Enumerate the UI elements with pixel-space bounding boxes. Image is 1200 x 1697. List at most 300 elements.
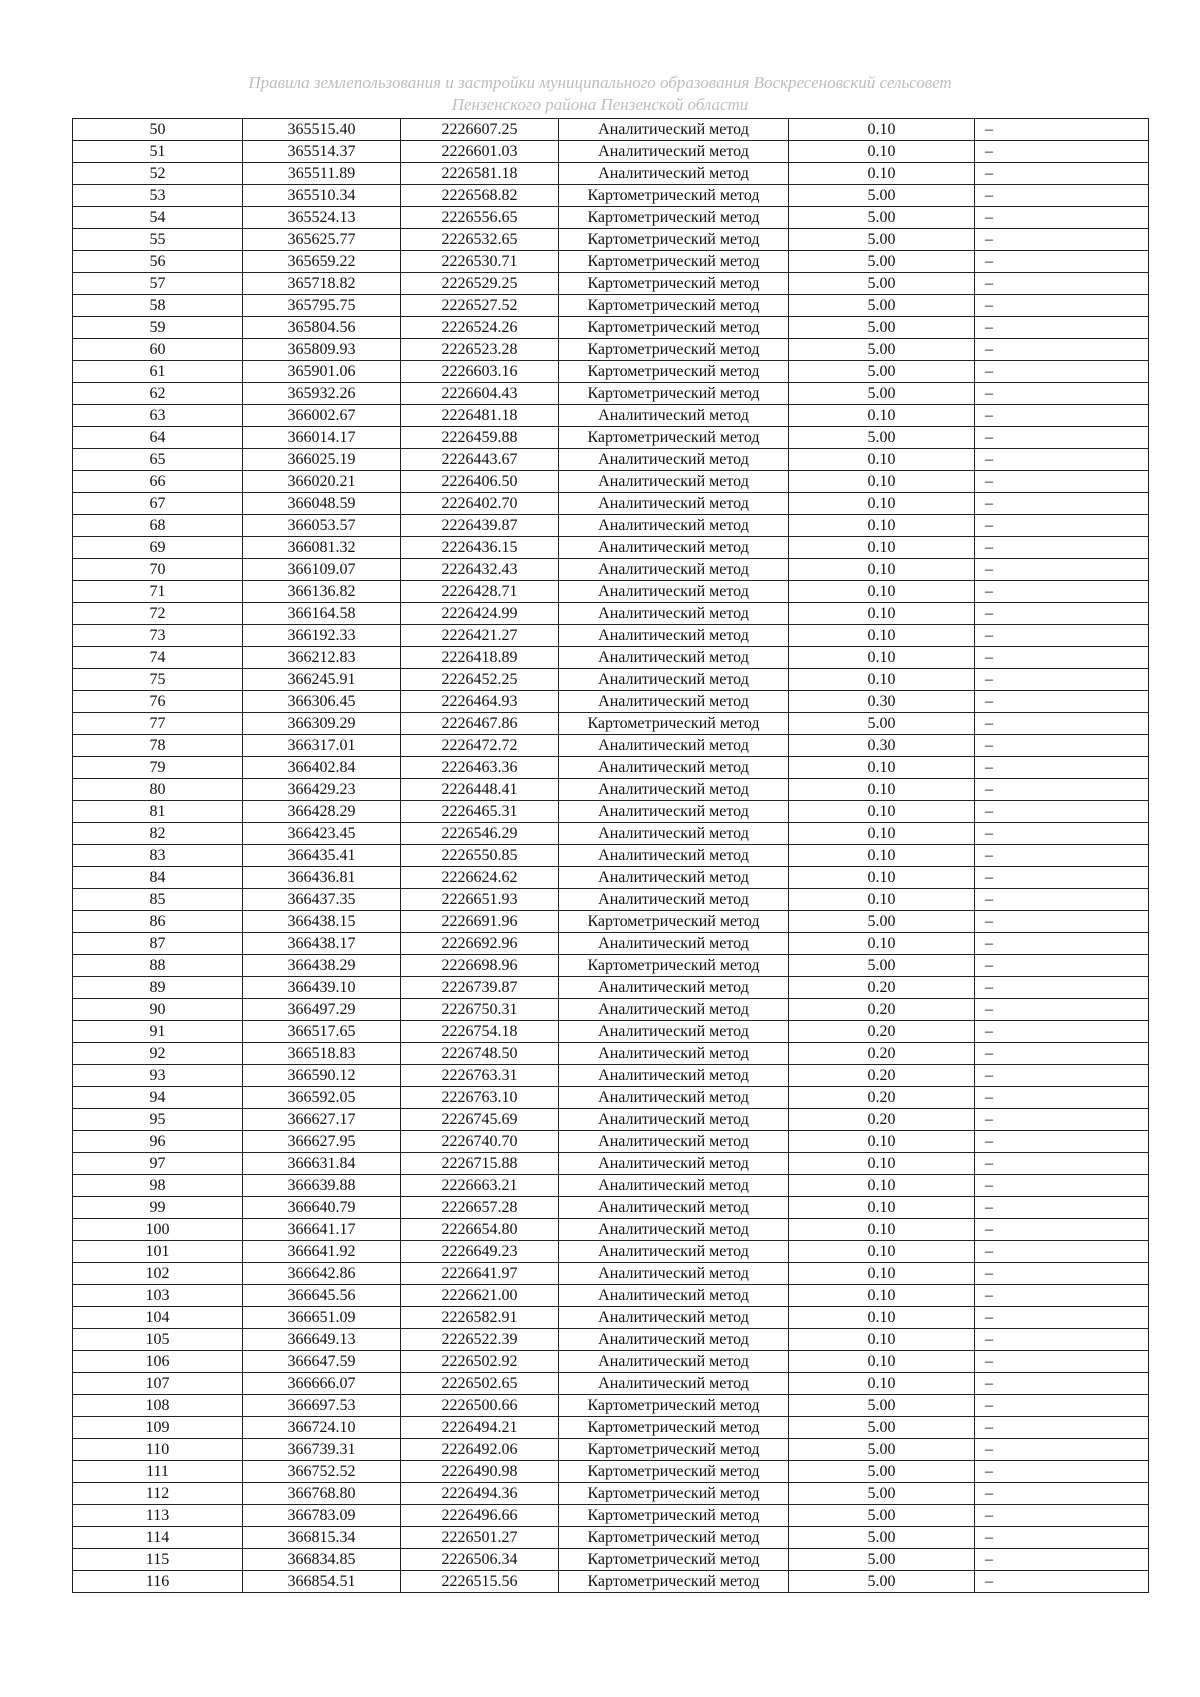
cell-point-number: 92 bbox=[73, 1043, 243, 1065]
cell-remark: – bbox=[975, 1483, 1149, 1505]
cell-y-coordinate: 2226624.62 bbox=[401, 867, 559, 889]
cell-y-coordinate: 2226500.66 bbox=[401, 1395, 559, 1417]
cell-accuracy: 5.00 bbox=[789, 1417, 975, 1439]
cell-x-coordinate: 366592.05 bbox=[243, 1087, 401, 1109]
cell-y-coordinate: 2226691.96 bbox=[401, 911, 559, 933]
cell-x-coordinate: 365718.82 bbox=[243, 273, 401, 295]
table-row bbox=[73, 933, 1149, 955]
cell-point-number: 98 bbox=[73, 1175, 243, 1197]
cell-point-number: 114 bbox=[73, 1527, 243, 1549]
cell-accuracy: 0.10 bbox=[789, 779, 975, 801]
cell-accuracy: 0.10 bbox=[789, 141, 975, 163]
cell-method: Аналитический метод bbox=[559, 1307, 789, 1329]
cell-x-coordinate: 366439.10 bbox=[243, 977, 401, 999]
cell-point-number: 95 bbox=[73, 1109, 243, 1131]
cell-remark: – bbox=[975, 867, 1149, 889]
cell-y-coordinate: 2226603.16 bbox=[401, 361, 559, 383]
table-row bbox=[73, 823, 1149, 845]
cell-remark: – bbox=[975, 1175, 1149, 1197]
cell-remark: – bbox=[975, 1329, 1149, 1351]
cell-y-coordinate: 2226492.06 bbox=[401, 1439, 559, 1461]
table-row bbox=[73, 361, 1149, 383]
table-row bbox=[73, 581, 1149, 603]
table-row bbox=[73, 1175, 1149, 1197]
cell-method: Аналитический метод bbox=[559, 537, 789, 559]
cell-method: Картометрический метод bbox=[559, 273, 789, 295]
cell-method: Аналитический метод bbox=[559, 1087, 789, 1109]
cell-point-number: 107 bbox=[73, 1373, 243, 1395]
cell-remark: – bbox=[975, 713, 1149, 735]
cell-remark: – bbox=[975, 1373, 1149, 1395]
cell-method: Аналитический метод bbox=[559, 823, 789, 845]
cell-method: Аналитический метод bbox=[559, 845, 789, 867]
cell-x-coordinate: 366517.65 bbox=[243, 1021, 401, 1043]
cell-point-number: 77 bbox=[73, 713, 243, 735]
cell-accuracy: 0.10 bbox=[789, 119, 975, 141]
table-row bbox=[73, 625, 1149, 647]
cell-method: Картометрический метод bbox=[559, 339, 789, 361]
cell-point-number: 115 bbox=[73, 1549, 243, 1571]
cell-point-number: 55 bbox=[73, 229, 243, 251]
cell-x-coordinate: 366739.31 bbox=[243, 1439, 401, 1461]
cell-remark: – bbox=[975, 999, 1149, 1021]
cell-remark: – bbox=[975, 1109, 1149, 1131]
cell-method: Картометрический метод bbox=[559, 1483, 789, 1505]
cell-accuracy: 0.10 bbox=[789, 471, 975, 493]
cell-accuracy: 5.00 bbox=[789, 1505, 975, 1527]
cell-remark: – bbox=[975, 1527, 1149, 1549]
cell-point-number: 67 bbox=[73, 493, 243, 515]
cell-x-coordinate: 366002.67 bbox=[243, 405, 401, 427]
cell-y-coordinate: 2226402.70 bbox=[401, 493, 559, 515]
table-row bbox=[73, 801, 1149, 823]
cell-remark: – bbox=[975, 1087, 1149, 1109]
cell-point-number: 101 bbox=[73, 1241, 243, 1263]
cell-remark: – bbox=[975, 1043, 1149, 1065]
cell-method: Аналитический метод bbox=[559, 603, 789, 625]
table-row bbox=[73, 1021, 1149, 1043]
cell-accuracy: 5.00 bbox=[789, 1461, 975, 1483]
cell-accuracy: 5.00 bbox=[789, 339, 975, 361]
cell-y-coordinate: 2226506.34 bbox=[401, 1549, 559, 1571]
cell-y-coordinate: 2226748.50 bbox=[401, 1043, 559, 1065]
cell-y-coordinate: 2226641.97 bbox=[401, 1263, 559, 1285]
cell-y-coordinate: 2226745.69 bbox=[401, 1109, 559, 1131]
cell-x-coordinate: 366438.17 bbox=[243, 933, 401, 955]
cell-y-coordinate: 2226657.28 bbox=[401, 1197, 559, 1219]
cell-y-coordinate: 2226582.91 bbox=[401, 1307, 559, 1329]
cell-method: Аналитический метод bbox=[559, 691, 789, 713]
cell-y-coordinate: 2226421.27 bbox=[401, 625, 559, 647]
cell-remark: – bbox=[975, 1065, 1149, 1087]
cell-remark: – bbox=[975, 141, 1149, 163]
cell-x-coordinate: 366768.80 bbox=[243, 1483, 401, 1505]
cell-y-coordinate: 2226604.43 bbox=[401, 383, 559, 405]
cell-accuracy: 0.10 bbox=[789, 625, 975, 647]
cell-y-coordinate: 2226522.39 bbox=[401, 1329, 559, 1351]
cell-accuracy: 0.10 bbox=[789, 1175, 975, 1197]
cell-accuracy: 5.00 bbox=[789, 1571, 975, 1593]
cell-accuracy: 0.30 bbox=[789, 735, 975, 757]
cell-x-coordinate: 366640.79 bbox=[243, 1197, 401, 1219]
cell-method: Аналитический метод bbox=[559, 119, 789, 141]
cell-point-number: 94 bbox=[73, 1087, 243, 1109]
cell-point-number: 73 bbox=[73, 625, 243, 647]
cell-point-number: 60 bbox=[73, 339, 243, 361]
cell-method: Картометрический метод bbox=[559, 1461, 789, 1483]
cell-remark: – bbox=[975, 1439, 1149, 1461]
cell-x-coordinate: 366649.13 bbox=[243, 1329, 401, 1351]
table-row bbox=[73, 1571, 1149, 1593]
cell-y-coordinate: 2226546.29 bbox=[401, 823, 559, 845]
header-line-1: Правила землепользования и застройки муниципального образования Воскресеновский сельсовет bbox=[248, 73, 952, 92]
cell-method: Картометрический метод bbox=[559, 1395, 789, 1417]
cell-point-number: 108 bbox=[73, 1395, 243, 1417]
cell-x-coordinate: 366402.84 bbox=[243, 757, 401, 779]
cell-remark: – bbox=[975, 1197, 1149, 1219]
cell-accuracy: 0.10 bbox=[789, 823, 975, 845]
cell-accuracy: 0.10 bbox=[789, 163, 975, 185]
table-row bbox=[73, 911, 1149, 933]
cell-accuracy: 5.00 bbox=[789, 185, 975, 207]
cell-remark: – bbox=[975, 273, 1149, 295]
cell-method: Картометрический метод bbox=[559, 1417, 789, 1439]
cell-method: Аналитический метод bbox=[559, 801, 789, 823]
table-row bbox=[73, 1395, 1149, 1417]
cell-point-number: 52 bbox=[73, 163, 243, 185]
cell-x-coordinate: 366136.82 bbox=[243, 581, 401, 603]
table-row bbox=[73, 691, 1149, 713]
cell-accuracy: 0.20 bbox=[789, 1065, 975, 1087]
cell-y-coordinate: 2226436.15 bbox=[401, 537, 559, 559]
table-row bbox=[73, 471, 1149, 493]
cell-accuracy: 5.00 bbox=[789, 1439, 975, 1461]
cell-remark: – bbox=[975, 1241, 1149, 1263]
cell-point-number: 72 bbox=[73, 603, 243, 625]
cell-point-number: 112 bbox=[73, 1483, 243, 1505]
table-row bbox=[73, 955, 1149, 977]
table-row bbox=[73, 713, 1149, 735]
cell-accuracy: 5.00 bbox=[789, 713, 975, 735]
cell-accuracy: 5.00 bbox=[789, 1549, 975, 1571]
cell-y-coordinate: 2226527.52 bbox=[401, 295, 559, 317]
table-row bbox=[73, 603, 1149, 625]
table-row bbox=[73, 1505, 1149, 1527]
cell-remark: – bbox=[975, 1219, 1149, 1241]
cell-x-coordinate: 365659.22 bbox=[243, 251, 401, 273]
cell-point-number: 50 bbox=[73, 119, 243, 141]
cell-x-coordinate: 366317.01 bbox=[243, 735, 401, 757]
cell-accuracy: 0.10 bbox=[789, 933, 975, 955]
cell-remark: – bbox=[975, 779, 1149, 801]
cell-point-number: 84 bbox=[73, 867, 243, 889]
cell-remark: – bbox=[975, 1131, 1149, 1153]
cell-x-coordinate: 366245.91 bbox=[243, 669, 401, 691]
cell-remark: – bbox=[975, 119, 1149, 141]
cell-x-coordinate: 366192.33 bbox=[243, 625, 401, 647]
cell-point-number: 87 bbox=[73, 933, 243, 955]
cell-remark: – bbox=[975, 889, 1149, 911]
cell-point-number: 62 bbox=[73, 383, 243, 405]
cell-y-coordinate: 2226472.72 bbox=[401, 735, 559, 757]
cell-y-coordinate: 2226459.88 bbox=[401, 427, 559, 449]
cell-x-coordinate: 366783.09 bbox=[243, 1505, 401, 1527]
cell-remark: – bbox=[975, 471, 1149, 493]
cell-method: Аналитический метод bbox=[559, 999, 789, 1021]
cell-x-coordinate: 366428.29 bbox=[243, 801, 401, 823]
cell-method: Аналитический метод bbox=[559, 1329, 789, 1351]
cell-point-number: 90 bbox=[73, 999, 243, 1021]
table-row bbox=[73, 383, 1149, 405]
cell-x-coordinate: 366590.12 bbox=[243, 1065, 401, 1087]
cell-accuracy: 0.20 bbox=[789, 1087, 975, 1109]
cell-accuracy: 0.20 bbox=[789, 999, 975, 1021]
cell-y-coordinate: 2226481.18 bbox=[401, 405, 559, 427]
cell-accuracy: 0.10 bbox=[789, 1351, 975, 1373]
cell-y-coordinate: 2226530.71 bbox=[401, 251, 559, 273]
cell-accuracy: 0.10 bbox=[789, 1219, 975, 1241]
cell-remark: – bbox=[975, 955, 1149, 977]
cell-accuracy: 0.10 bbox=[789, 537, 975, 559]
cell-point-number: 74 bbox=[73, 647, 243, 669]
cell-accuracy: 0.10 bbox=[789, 1197, 975, 1219]
cell-accuracy: 0.20 bbox=[789, 1021, 975, 1043]
cell-point-number: 68 bbox=[73, 515, 243, 537]
cell-remark: – bbox=[975, 559, 1149, 581]
cell-accuracy: 5.00 bbox=[789, 427, 975, 449]
cell-method: Аналитический метод bbox=[559, 1153, 789, 1175]
cell-y-coordinate: 2226529.25 bbox=[401, 273, 559, 295]
cell-point-number: 102 bbox=[73, 1263, 243, 1285]
cell-point-number: 100 bbox=[73, 1219, 243, 1241]
table-row bbox=[73, 1461, 1149, 1483]
cell-accuracy: 5.00 bbox=[789, 207, 975, 229]
cell-remark: – bbox=[975, 1505, 1149, 1527]
cell-y-coordinate: 2226715.88 bbox=[401, 1153, 559, 1175]
cell-point-number: 82 bbox=[73, 823, 243, 845]
table-row bbox=[73, 295, 1149, 317]
cell-accuracy: 0.10 bbox=[789, 1373, 975, 1395]
table-row bbox=[73, 1285, 1149, 1307]
cell-x-coordinate: 366435.41 bbox=[243, 845, 401, 867]
table-row bbox=[73, 185, 1149, 207]
cell-y-coordinate: 2226532.65 bbox=[401, 229, 559, 251]
table-row bbox=[73, 1109, 1149, 1131]
cell-method: Картометрический метод bbox=[559, 911, 789, 933]
cell-point-number: 89 bbox=[73, 977, 243, 999]
cell-remark: – bbox=[975, 185, 1149, 207]
table-row bbox=[73, 669, 1149, 691]
cell-point-number: 81 bbox=[73, 801, 243, 823]
cell-method: Аналитический метод bbox=[559, 669, 789, 691]
table-row bbox=[73, 1065, 1149, 1087]
cell-accuracy: 5.00 bbox=[789, 383, 975, 405]
table-row bbox=[73, 1219, 1149, 1241]
cell-method: Аналитический метод bbox=[559, 1241, 789, 1263]
cell-y-coordinate: 2226601.03 bbox=[401, 141, 559, 163]
cell-method: Аналитический метод bbox=[559, 515, 789, 537]
cell-remark: – bbox=[975, 1417, 1149, 1439]
cell-y-coordinate: 2226502.65 bbox=[401, 1373, 559, 1395]
cell-remark: – bbox=[975, 669, 1149, 691]
cell-y-coordinate: 2226406.50 bbox=[401, 471, 559, 493]
cell-method: Картометрический метод bbox=[559, 185, 789, 207]
cell-point-number: 105 bbox=[73, 1329, 243, 1351]
cell-x-coordinate: 366518.83 bbox=[243, 1043, 401, 1065]
cell-point-number: 64 bbox=[73, 427, 243, 449]
cell-remark: – bbox=[975, 647, 1149, 669]
header-line-2: Пензенского района Пензенской области bbox=[451, 95, 749, 114]
table-row bbox=[73, 1417, 1149, 1439]
cell-y-coordinate: 2226692.96 bbox=[401, 933, 559, 955]
cell-y-coordinate: 2226502.92 bbox=[401, 1351, 559, 1373]
cell-y-coordinate: 2226763.10 bbox=[401, 1087, 559, 1109]
cell-method: Аналитический метод bbox=[559, 867, 789, 889]
cell-x-coordinate: 365932.26 bbox=[243, 383, 401, 405]
cell-x-coordinate: 366048.59 bbox=[243, 493, 401, 515]
cell-method: Аналитический метод bbox=[559, 1351, 789, 1373]
cell-x-coordinate: 365524.13 bbox=[243, 207, 401, 229]
cell-accuracy: 5.00 bbox=[789, 1395, 975, 1417]
cell-method: Картометрический метод bbox=[559, 1439, 789, 1461]
cell-remark: – bbox=[975, 1153, 1149, 1175]
cell-method: Картометрический метод bbox=[559, 955, 789, 977]
table-row bbox=[73, 1351, 1149, 1373]
cell-method: Аналитический метод bbox=[559, 449, 789, 471]
cell-x-coordinate: 365795.75 bbox=[243, 295, 401, 317]
cell-accuracy: 0.10 bbox=[789, 1153, 975, 1175]
cell-accuracy: 0.10 bbox=[789, 647, 975, 669]
table-row bbox=[73, 493, 1149, 515]
cell-remark: – bbox=[975, 933, 1149, 955]
cell-accuracy: 0.20 bbox=[789, 1043, 975, 1065]
cell-method: Аналитический метод bbox=[559, 471, 789, 493]
cell-x-coordinate: 366053.57 bbox=[243, 515, 401, 537]
cell-y-coordinate: 2226501.27 bbox=[401, 1527, 559, 1549]
cell-accuracy: 0.10 bbox=[789, 559, 975, 581]
cell-accuracy: 0.10 bbox=[789, 449, 975, 471]
cell-x-coordinate: 366212.83 bbox=[243, 647, 401, 669]
cell-x-coordinate: 366438.15 bbox=[243, 911, 401, 933]
cell-method: Аналитический метод bbox=[559, 625, 789, 647]
cell-method: Картометрический метод bbox=[559, 251, 789, 273]
cell-x-coordinate: 366081.32 bbox=[243, 537, 401, 559]
table-row bbox=[73, 1153, 1149, 1175]
cell-point-number: 88 bbox=[73, 955, 243, 977]
cell-accuracy: 0.20 bbox=[789, 977, 975, 999]
cell-point-number: 106 bbox=[73, 1351, 243, 1373]
cell-y-coordinate: 2226424.99 bbox=[401, 603, 559, 625]
cell-x-coordinate: 365804.56 bbox=[243, 317, 401, 339]
cell-method: Картометрический метод bbox=[559, 1505, 789, 1527]
cell-accuracy: 0.10 bbox=[789, 1263, 975, 1285]
cell-point-number: 109 bbox=[73, 1417, 243, 1439]
cell-point-number: 116 bbox=[73, 1571, 243, 1593]
cell-x-coordinate: 366697.53 bbox=[243, 1395, 401, 1417]
cell-x-coordinate: 366309.29 bbox=[243, 713, 401, 735]
cell-point-number: 58 bbox=[73, 295, 243, 317]
cell-point-number: 71 bbox=[73, 581, 243, 603]
table-row bbox=[73, 449, 1149, 471]
cell-remark: – bbox=[975, 251, 1149, 273]
cell-method: Аналитический метод bbox=[559, 1109, 789, 1131]
table-row bbox=[73, 1043, 1149, 1065]
table-row bbox=[73, 207, 1149, 229]
cell-x-coordinate: 366642.86 bbox=[243, 1263, 401, 1285]
cell-x-coordinate: 366724.10 bbox=[243, 1417, 401, 1439]
cell-remark: – bbox=[975, 581, 1149, 603]
cell-y-coordinate: 2226463.36 bbox=[401, 757, 559, 779]
cell-point-number: 97 bbox=[73, 1153, 243, 1175]
cell-x-coordinate: 366306.45 bbox=[243, 691, 401, 713]
cell-accuracy: 0.10 bbox=[789, 889, 975, 911]
cell-y-coordinate: 2226494.21 bbox=[401, 1417, 559, 1439]
cell-y-coordinate: 2226581.18 bbox=[401, 163, 559, 185]
cell-y-coordinate: 2226621.00 bbox=[401, 1285, 559, 1307]
cell-x-coordinate: 366164.58 bbox=[243, 603, 401, 625]
table-row bbox=[73, 867, 1149, 889]
cell-point-number: 76 bbox=[73, 691, 243, 713]
cell-y-coordinate: 2226739.87 bbox=[401, 977, 559, 999]
cell-method: Аналитический метод bbox=[559, 1065, 789, 1087]
table-row bbox=[73, 1087, 1149, 1109]
cell-y-coordinate: 2226418.89 bbox=[401, 647, 559, 669]
cell-method: Аналитический метод bbox=[559, 581, 789, 603]
cell-y-coordinate: 2226740.70 bbox=[401, 1131, 559, 1153]
cell-x-coordinate: 366497.29 bbox=[243, 999, 401, 1021]
cell-method: Аналитический метод bbox=[559, 779, 789, 801]
cell-method: Аналитический метод bbox=[559, 977, 789, 999]
cell-remark: – bbox=[975, 977, 1149, 999]
table-row bbox=[73, 141, 1149, 163]
cell-x-coordinate: 366639.88 bbox=[243, 1175, 401, 1197]
cell-y-coordinate: 2226654.80 bbox=[401, 1219, 559, 1241]
cell-remark: – bbox=[975, 229, 1149, 251]
cell-x-coordinate: 366438.29 bbox=[243, 955, 401, 977]
cell-remark: – bbox=[975, 405, 1149, 427]
cell-x-coordinate: 365809.93 bbox=[243, 339, 401, 361]
cell-accuracy: 5.00 bbox=[789, 251, 975, 273]
cell-x-coordinate: 366651.09 bbox=[243, 1307, 401, 1329]
cell-accuracy: 0.10 bbox=[789, 1285, 975, 1307]
cell-accuracy: 0.20 bbox=[789, 1109, 975, 1131]
cell-x-coordinate: 366423.45 bbox=[243, 823, 401, 845]
cell-x-coordinate: 365511.89 bbox=[243, 163, 401, 185]
page-header bbox=[0, 72, 1200, 116]
cell-remark: – bbox=[975, 1307, 1149, 1329]
table-row bbox=[73, 1549, 1149, 1571]
cell-accuracy: 0.10 bbox=[789, 845, 975, 867]
cell-x-coordinate: 366641.92 bbox=[243, 1241, 401, 1263]
cell-remark: – bbox=[975, 317, 1149, 339]
cell-method: Аналитический метод bbox=[559, 1373, 789, 1395]
cell-accuracy: 0.10 bbox=[789, 1131, 975, 1153]
cell-remark: – bbox=[975, 603, 1149, 625]
cell-method: Аналитический метод bbox=[559, 405, 789, 427]
cell-point-number: 104 bbox=[73, 1307, 243, 1329]
cell-x-coordinate: 365901.06 bbox=[243, 361, 401, 383]
cell-remark: – bbox=[975, 801, 1149, 823]
table-row bbox=[73, 647, 1149, 669]
cell-method: Картометрический метод bbox=[559, 1571, 789, 1593]
cell-method: Картометрический метод bbox=[559, 427, 789, 449]
cell-remark: – bbox=[975, 1285, 1149, 1307]
cell-y-coordinate: 2226607.25 bbox=[401, 119, 559, 141]
cell-remark: – bbox=[975, 207, 1149, 229]
table-row bbox=[73, 273, 1149, 295]
cell-method: Аналитический метод bbox=[559, 1285, 789, 1307]
cell-remark: – bbox=[975, 361, 1149, 383]
